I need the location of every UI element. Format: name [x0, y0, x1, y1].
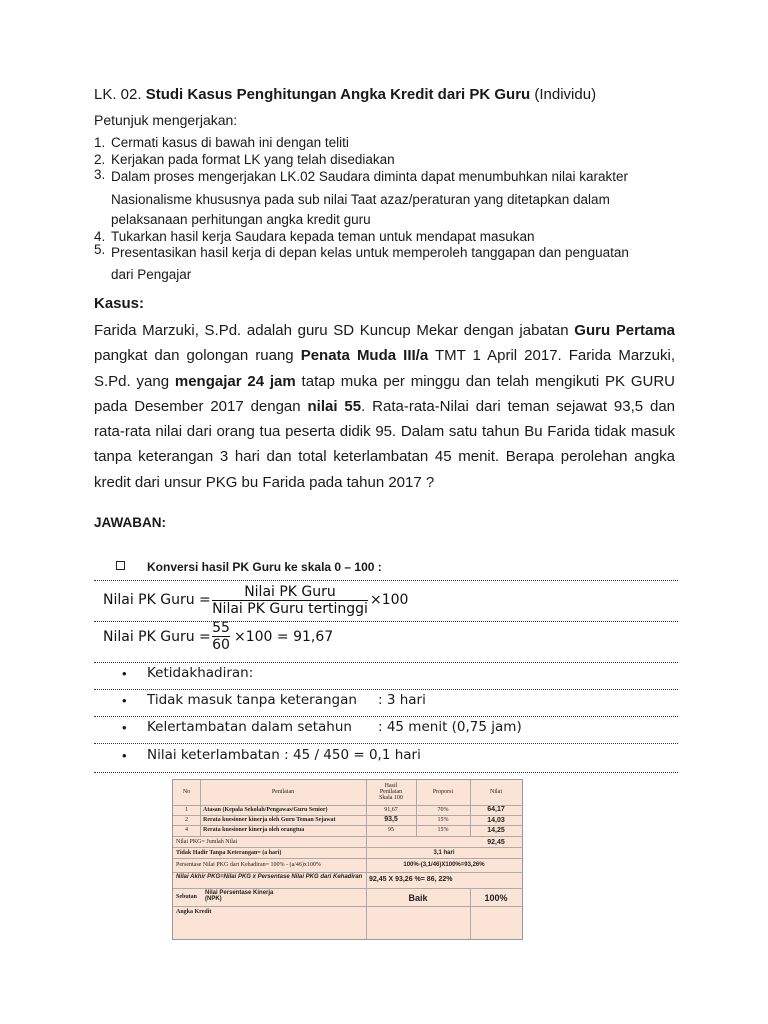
table-row-penilaian: Atasan (Kepala Sekolah/Pengawas/Guru Senior) — [203, 807, 328, 813]
bullet-text: Ketidakhadiran: — [147, 665, 254, 681]
sebutan-value: Baik — [408, 893, 428, 903]
dotted-divider — [94, 743, 678, 744]
table-row-hasil: 93,5 — [384, 816, 398, 823]
formula-lhs: Nilai PK Guru = — [103, 629, 211, 645]
formula-numerator: Nilai PK Guru — [244, 584, 336, 600]
bullet-value: : 3 hari — [378, 692, 426, 708]
akhir-label: Nilai Akhir PKG=Nilai PKG x Persentase Nilai PKG dari Kehadiran — [176, 874, 363, 880]
dotted-divider — [94, 662, 678, 663]
table-row-nilai: 14,25 — [487, 827, 505, 834]
dotted-divider — [94, 621, 678, 622]
document-title — [94, 86, 596, 103]
case-heading: Kasus: — [94, 295, 145, 312]
header-no: No — [182, 789, 191, 795]
formula-fraction — [212, 620, 230, 653]
checkbox-bullet-icon — [116, 561, 125, 570]
bullet-icon: • — [122, 666, 127, 681]
formula-tail: ×100 — [370, 592, 409, 608]
instruction-item: 3. Dalam proses mengerjakan LK.02 Saudara diminta dapat menumbuhkan nilai karakter Nasionalisme khususnya pada sub nilai Taat azaz/peraturan yang ditetapkan dalam pelaksanaan perhitungan angka kredit guru — [94, 167, 629, 227]
npk-label: Nilai Persentase Kinerja (NPK) — [205, 890, 274, 902]
akhir-value: 92,45 X 93,26 %= 86, 22% — [369, 876, 453, 883]
formula-numerator: 55 — [212, 620, 230, 636]
table-row-penilaian: Rerata kuesioner kinerja oleh Guru Teman Sejawat — [203, 817, 336, 823]
tidak-hadir-label: Tidak Hadir Tanpa Keterangan= (a hari) — [176, 850, 282, 856]
dotted-divider — [94, 772, 678, 773]
nilai-pkg-label: Nilai PKG= Jumlah Nilai — [176, 839, 238, 845]
conversion-heading: Konversi hasil PK Guru ke skala 0 – 100 : — [116, 560, 382, 574]
table-row-proporsi: 15% — [437, 817, 449, 823]
formula-lhs: Nilai PK Guru = — [103, 592, 211, 608]
answer-heading: JAWABAN: — [94, 515, 167, 530]
instruction-item: 2. Kerjakan pada format LK yang telah disediakan — [94, 152, 395, 167]
bullet-text: Nilai keterlambatan : 45 / 450 = 0,1 hari — [147, 747, 421, 763]
header-hasil: Hasil Penilaian Skala 100 — [379, 783, 403, 801]
header-nilai: Nilai — [490, 789, 502, 795]
table-row-no: 2 — [185, 817, 188, 823]
dotted-divider — [94, 580, 678, 581]
table-row-proporsi: 70% — [437, 807, 449, 813]
header-penilaian: Penilaian — [271, 789, 295, 795]
title-tail: (Individu) — [534, 86, 597, 103]
bullet-text: Kelertambatan dalam setahun — [147, 719, 352, 735]
instructions-heading: Petunjuk mengerjakan: — [94, 112, 238, 128]
case-paragraph: Farida Marzuki, S.Pd. adalah guru SD Kuncup Mekar dengan jabatan Guru Pertama pangkat dan golongan ruang Penata Muda III/a TMT 1 April 2017. Farida Marzuki, S.Pd. yang mengajar 24 jam tatap muka per minggu dan telah mengikuti PK GURU pada Desember 2017 dengan nilai 55. Rata-rata-Nilai dari teman sejawat 93,5 dan rata-rata nilai dari orang tua peserta didik 95. Dalam satu tahun Bu Farida tidak masuk tanpa keterangan 3 hari dan total keterlambatan 45 menit. Berapa perolehan angka kredit dari unsur PKG bu Farida pada tahun 2017 ? — [94, 322, 676, 491]
table-row-hasil: 95 — [388, 827, 394, 833]
formula-tail: ×100 = 91,67 — [234, 629, 334, 645]
table-row-penilaian: Rerata kuesioner kinerja oleh orangtua — [203, 827, 305, 833]
instruction-item: 1. Cermati kasus di bawah ini dengan teliti — [94, 135, 349, 150]
nilai-pkg-value: 92,45 — [487, 839, 505, 846]
table-row-hasil: 91,67 — [384, 807, 398, 813]
npk-value: 100% — [484, 893, 508, 903]
title-bold: Studi Kasus Penghitungan Angka Kredit dari PK Guru — [145, 86, 531, 103]
tidak-hadir-value: 3,1 hari — [433, 850, 455, 856]
table-row-no: 4 — [185, 827, 188, 833]
bullet-icon: • — [122, 748, 127, 763]
table-row-no: 1 — [185, 807, 188, 813]
instruction-item: 4. Tukarkan hasil kerja Saudara kepada teman untuk mendapat masukan — [94, 229, 535, 244]
instruction-list — [94, 134, 674, 286]
table-row-nilai: 64,17 — [487, 806, 505, 813]
dotted-divider — [94, 689, 678, 690]
formula-fraction — [212, 584, 368, 617]
score-table — [172, 779, 523, 940]
header-proporsi: Proporsi — [432, 789, 454, 795]
table-row-proporsi: 15% — [437, 827, 449, 833]
sebutan-label: Sebutan — [176, 894, 198, 900]
dotted-divider — [94, 716, 678, 717]
persentase-label: Persentase Nilai PKG dari Kehadiran= 100% - (a/46)x100% — [176, 862, 321, 868]
bullet-icon: • — [122, 693, 127, 708]
bullet-text: Tidak masuk tanpa keterangan — [147, 692, 357, 708]
instruction-item: 5. Presentasikan hasil kerja di depan kelas untuk memperoleh tanggapan dan penguatan dari Pengajar — [94, 242, 629, 282]
lk-number: LK. 02. — [94, 86, 142, 103]
bullet-value: : 45 menit (0,75 jam) — [378, 719, 522, 735]
table-row-nilai: 14,03 — [487, 817, 505, 824]
persentase-value: 100%-(3,1/46)X100%=93,26% — [403, 862, 485, 868]
bullet-icon: • — [122, 720, 127, 735]
angka-kredit-label: Angka Kredit — [176, 909, 212, 915]
formula-denominator: Nilai PK Guru tertinggi — [212, 601, 368, 617]
formula-denominator: 60 — [212, 637, 230, 653]
